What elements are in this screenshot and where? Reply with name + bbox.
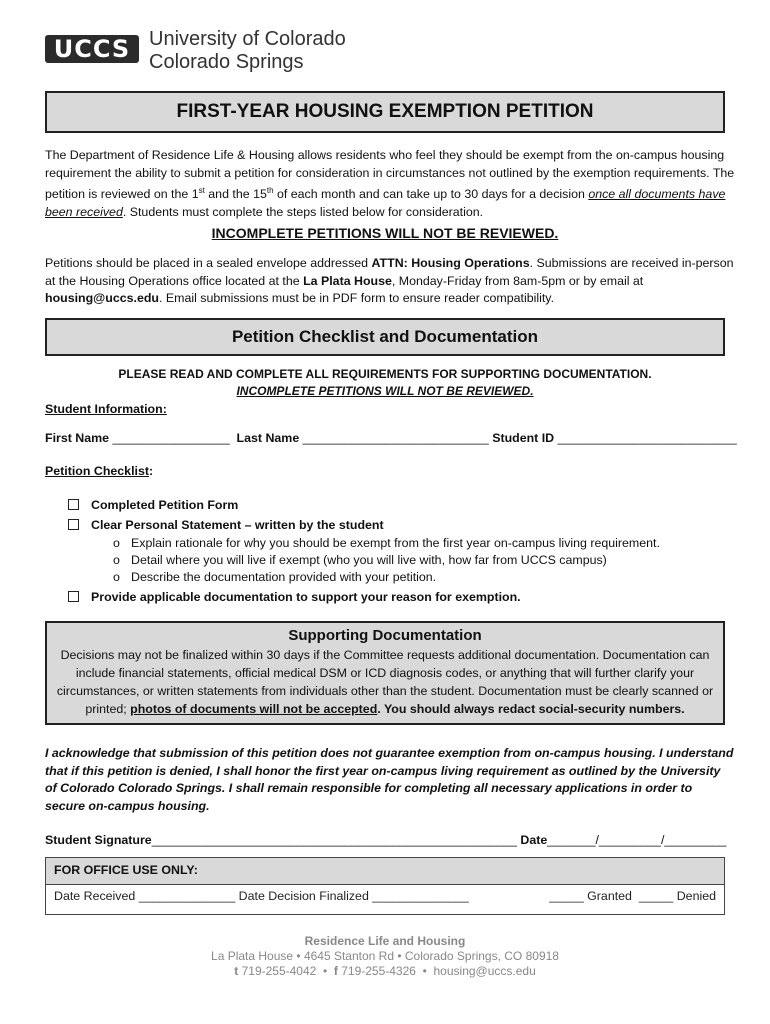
checklist-item-3 [68, 589, 521, 607]
sub-bullet-icon: o [113, 553, 120, 567]
supporting-documentation-box [45, 621, 725, 725]
supporting-text: Decisions may not be finalized within 30 days if the Committee requests additional documentation. Documentation can include financial statements, official medical DSM or ICD diagnosis codes, or anything that will further clarify your circumstances, or written statements from individuals other than the student. Documentation must be clearly scanned or printed; [56, 648, 714, 716]
student-id-label: Student ID [492, 431, 555, 445]
supporting-end: . You should always redact social-security numbers. [377, 702, 685, 716]
footer-email[interactable]: housing@uccs.edu [433, 964, 536, 978]
checklist-item-2-label: Clear Personal Statement – written by the student [91, 518, 384, 532]
checklist-item-1-label: Completed Petition Form [91, 498, 239, 512]
checkbox-documentation[interactable] [68, 591, 79, 602]
last-name-field[interactable]: ___________________________ [302, 431, 489, 445]
submission-text-1: Petitions should be placed in a sealed envelope addressed [45, 256, 372, 270]
student-id-field[interactable]: __________________________ [557, 431, 737, 445]
checklist-item-1 [68, 497, 238, 515]
submission-email[interactable]: housing@uccs.edu [45, 291, 159, 305]
student-info-label: Student Information: [45, 402, 167, 416]
checklist-sub-3 [113, 569, 436, 587]
date-received-field[interactable]: ______________ [138, 889, 236, 903]
office-decision-row [549, 889, 716, 903]
office-use-box [45, 857, 725, 915]
university-name [149, 28, 346, 74]
incomplete-warning: INCOMPLETE PETITIONS WILL NOT BE REVIEWED. [211, 225, 559, 241]
checklist-section-title: Petition Checklist and Documentation [45, 318, 725, 356]
submission-text-2: . Submissions are received in-person at the Housing Operations office located at the [45, 256, 734, 288]
intro-underlined: once all documents have been received [45, 187, 726, 219]
checklist-item-3-label: Provide applicable documentation to support your reason for exemption. [91, 590, 521, 604]
checklist-sub-1 [113, 535, 660, 553]
submission-attn: ATTN: Housing Operations [371, 256, 530, 270]
supporting-underlined: photos of documents will not be accepted [130, 702, 378, 716]
last-name-label: Last Name [236, 431, 300, 445]
footer-department: Residence Life and Housing [304, 934, 466, 948]
uccs-logo: UCCS [45, 35, 139, 63]
supporting-title: Supporting Documentation [288, 627, 482, 644]
granted-field[interactable]: _____ Granted [549, 889, 632, 903]
sub-bullet-icon: o [113, 536, 120, 550]
footer-t-label: t [234, 964, 239, 978]
university-line-2: Colorado Springs [149, 51, 304, 73]
please-read-text: PLEASE READ AND COMPLETE ALL REQUIREMENTS FOR SUPPORTING DOCUMENTATION. [118, 367, 652, 381]
date-received-label: Date Received [54, 889, 136, 903]
petition-checklist-heading [45, 463, 153, 481]
date-finalized-label: Date Decision Finalized [238, 889, 369, 903]
student-fields-row [45, 430, 737, 448]
checkbox-personal-statement[interactable] [68, 519, 79, 530]
intro-text-4: . Students must complete the steps listed below for consideration. [122, 204, 484, 219]
petition-checklist-colon: : [148, 464, 154, 478]
checklist-sub-1-label: Explain rationale for why you should be exempt from the first year on-campus living requirement. [131, 536, 660, 550]
submission-text-4: . Email submissions must be in PDF form to ensure reader compatibility. [158, 291, 555, 305]
first-name-label: First Name [45, 431, 110, 445]
intro-paragraph [45, 147, 735, 221]
university-line-1: University of Colorado [149, 28, 346, 50]
submission-paragraph [45, 255, 735, 308]
office-use-header [46, 858, 724, 885]
intro-text-1: The Department of Residence Life & Housing allows residents who feel they should be exempt from the on-campus housing requirement the ability to submit a petition for consideration in circumstances not outlined by the exemption requirements. The petition is reviewed on the 1 [45, 148, 735, 202]
signature-label: Student Signature [45, 833, 152, 847]
signature-field[interactable]: _____________________________________________________ [151, 833, 517, 847]
date-field[interactable]: _______/_________/_________ [547, 833, 727, 847]
checkbox-completed-form[interactable] [68, 499, 79, 510]
footer-phone: 719-255-4042 [241, 964, 317, 978]
signature-row [45, 832, 726, 850]
supporting-body [55, 646, 715, 718]
checklist-sub-2-label: Detail where you will live if exempt (who you will live with, how far from UCCS campus) [131, 553, 607, 567]
footer-address: La Plata House • 4645 Stanton Rd • Colorado Springs, CO 80918 [211, 949, 559, 963]
sub-bullet-icon: o [113, 570, 120, 584]
requirements-notice [0, 366, 770, 400]
date-label: Date [520, 833, 548, 847]
first-name-field[interactable]: _________________ [112, 431, 230, 445]
intro-sup-1: st [198, 186, 205, 195]
petition-checklist-label: Petition Checklist [45, 464, 149, 478]
submission-text-3: , Monday-Friday from 8am-5pm or by email at [391, 273, 644, 288]
page-title: FIRST-YEAR HOUSING EXEMPTION PETITION [45, 91, 725, 133]
intro-text-2: and the 15 [204, 187, 267, 202]
office-dates-row [54, 889, 469, 903]
date-finalized-field[interactable]: ______________ [372, 889, 469, 903]
office-use-title: FOR OFFICE USE ONLY: [54, 863, 198, 877]
submission-location: La Plata House [303, 273, 392, 288]
intro-sup-2: th [266, 186, 274, 195]
footer-f-label: f [333, 964, 338, 978]
checklist-sub-3-label: Describe the documentation provided with your petition. [131, 570, 437, 584]
intro-text-3: of each month and can take up to 30 days for a decision [273, 187, 589, 202]
acknowledgement-text: I acknowledge that submission of this petition does not guarantee exemption from on-campus housing. I understand that if this petition is denied, I shall honor the first year on-campus living requirement as outlined by the University of Colorado Colorado Springs. I shall remain responsible for completing all necessary applications in order to secure on-campus housing. [45, 746, 734, 813]
checklist-item-2 [68, 517, 384, 535]
footer-contact: t 719-255-4042 • f 719-255-4326 • housing@uccs.edu [234, 964, 536, 978]
footer-fax: 719-255-4326 [341, 964, 416, 978]
denied-field[interactable]: _____ Denied [638, 889, 716, 903]
checklist-sub-2 [113, 552, 607, 570]
incomplete-italic-text: INCOMPLETE PETITIONS WILL NOT BE REVIEWED. [236, 384, 534, 398]
